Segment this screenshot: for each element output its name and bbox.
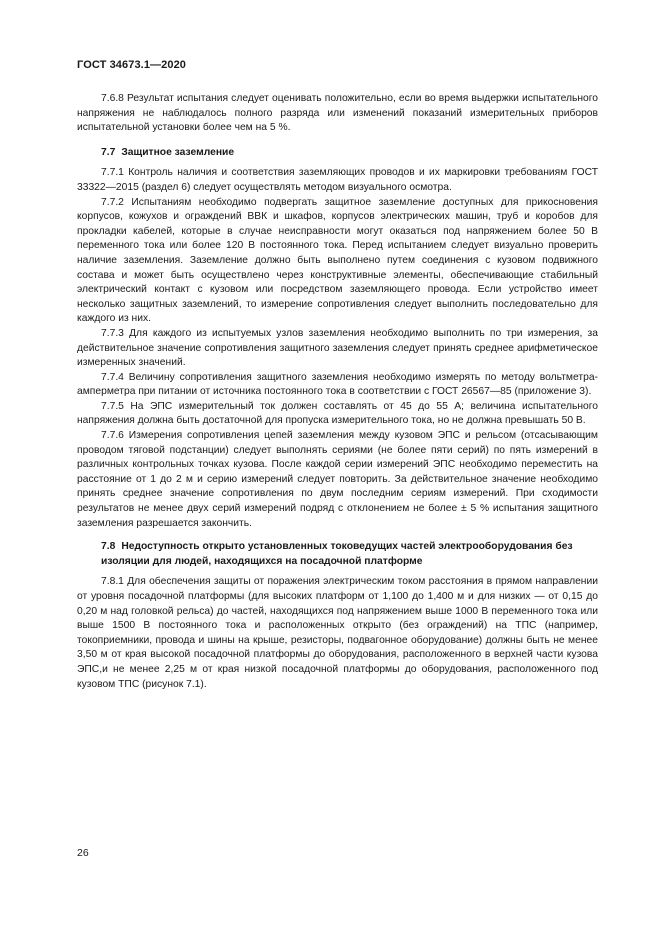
section-heading-7-8 [77,540,598,569]
document-body [77,92,598,692]
paragraph-7-7-4: 7.7.4 Величину сопротивления защитного заземления необходимо измерять по методу вольтметра-амперметра при питании от источника постоянного тока в соответствии с ГОСТ 26567—85 (приложение 3). [77,371,598,398]
paragraph-7-8-1: 7.8.1 Для обеспечения защиты от поражения электрическим током расстояния в прямом направлении от уровня посадочной платформы (для высоких платформ от 1,100 до 1,400 м и для низких — от 0,15 до 0,20 м над головкой рельса) до частей, находящихся под напряжением выше 1000 В переменного тока или выше 1500 В постоянного тока и расположенных открыто (без ограждений) на ТПС (например, токоприемники, провода и шины на крыше, резисторы, подвагонное оборудование) должны быть не менее 3,50 м от края высокой посадочной платформы до оборудования, расположенного в верхней части кузова ЭПС,и не менее 2,25 м от края низкой посадочной платформы до оборудования, расположенного под кузовом ТПС (рисунок 7.1). [77,576,598,690]
paragraph-7-7-2: 7.7.2 Испытаниям необходимо подвергать защитное заземление доступных для прикосновения корпусов, кожухов и ограждений ВВК и шкафов, корпусов электрических машин, труб и коробов для прокладки кабелей, которые в случае неисправности могут оказаться под напряжением более 50 В переменного тока или более 120 В постоянного тока. Перед испытанием следует визуально проверить наличие заземления. Заземление должно быть выполнено путем соединения с кузовом подвижного состава и может быть осуществлено через конструктивные элементы, обеспечивающие стабильный электрический контакт с кузовом или посредством заземляющего провода. Если устройство имеет несколько защитных заземлений, то измерение сопротивления следует выполнить последовательно для каждого из них. [77,196,598,325]
paragraph-7-7-5: 7.7.5 На ЭПС измерительный ток должен составлять от 45 до 55 А; величина испытательного напряжения должна быть достаточной для пропуска измерительного тока, но не должна превышать 50 В. [77,400,598,427]
section-heading-7-7 [77,146,598,161]
section-number: 7.7 [101,146,116,158]
paragraph-7-7-6: 7.7.6 Измерения сопротивления цепей заземления между кузовом ЭПС и рельсом (отсасывающим проводом тяговой подстанции) следует выполнять сериями (не более пяти серий) по пять измерений в различных контрольных точках кузова. После каждой серии измерений ЭПС необходимо переместить на расстояние от 1 до 2 м и серию измерений следует повторить. За действительное значение необходимо принять среднее значение сопротивления по двум последним сериям измерений. При сходимости результатов не менее двух серий измерений подряд с отклонением не более ± 5 % испытания защитного заземления разрешается закончить. [77,430,598,529]
paragraph-7-7-3: 7.7.3 Для каждого из испытуемых узлов заземления необходимо выполнить по три измерения, за действительное значение сопротивления защитного заземления следует принять среднее арифметическое измеренных значений. [77,327,598,369]
section-title: Недоступность открыто установленных токоведущих частей электрооборудования без изоляции для людей, находящихся на посадочной платформе [101,541,573,567]
section-title: Защитное заземление [121,146,235,158]
section-number: 7.8 [101,541,116,553]
paragraph-7-6-8: 7.6.8 Результат испытания следует оценивать положительно, если во время выдержки испытательного напряжения не наблюдалось полного разряда или изменений показаний измерительных приборов испытательной установки более чем на 5 %. [77,93,598,134]
paragraph-7-7-1: 7.7.1 Контроль наличия и соответствия заземляющих проводов и их маркировки требованиям ГОСТ 33322—2015 (раздел 6) следует осуществлять методом визуального осмотра. [77,167,598,193]
page-number: 26 [77,847,89,859]
document-header: ГОСТ 34673.1—2020 [77,59,187,71]
